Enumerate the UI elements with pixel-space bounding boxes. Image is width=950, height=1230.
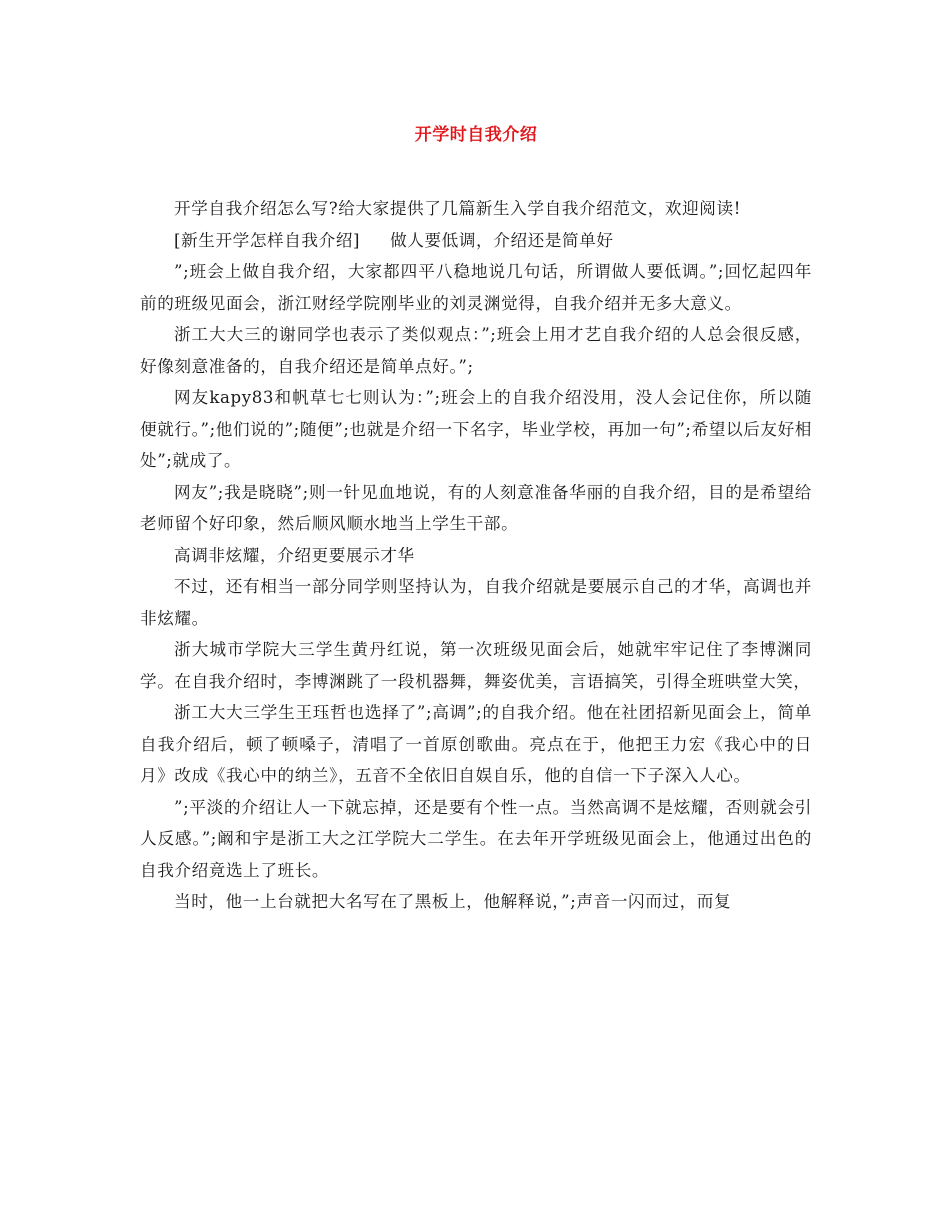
document-body (140, 193, 812, 918)
section-subheading: 做人要低调，介绍还是简单好 (390, 230, 614, 250)
paragraph-intro: 开学自我介绍怎么写?给大家提供了几篇新生入学自我介绍范文，欢迎阅读! (174, 199, 741, 218)
paragraph: 浙工大大三的谢同学也表示了类似观点：”;班会上用才艺自我介绍的人总会很反感，好像刻意准备的，自我介绍还是简单点好。”; (140, 325, 812, 376)
paragraph-subheading: 高调非炫耀，介绍更要展示才华 (174, 545, 415, 565)
paragraph: ”;班会上做自我介绍，大家都四平八稳地说几句话，所谓做人要低调。”;回忆起四年前的班级见面会，浙江财经学院刚毕业的刘灵渊觉得，自我介绍并无多大意义。 (140, 262, 812, 313)
section-label: [新生开学怎样自我介绍] (174, 230, 361, 250)
paragraph: ”;平淡的介绍让人一下就忘掉，还是要有个性一点。当然高调不是炫耀，否则就会引人反感。”;阚和宇是浙工大之江学院大二学生。在去年开学班级见面会上，他通过出色的自我介绍竟选上了班长。 (140, 797, 812, 880)
paragraph: 网友”;我是晓晓”;则一针见血地说，有的人刻意准备华丽的自我介绍，目的是希望给老师留个好印象，然后顺风顺水地当上学生干部。 (140, 482, 812, 533)
document-title: 开学时自我介绍 (414, 125, 538, 145)
paragraph: 浙工大大三学生王珏哲也选择了”;高调”;的自我介绍。他在社团招新见面会上，简单自我介绍后，顿了顿嗓子，清唱了一首原创歌曲。亮点在于，他把王力宏《我心中的日月》改成《我心中的纳兰》，五音不全依旧自娱自乐，他的自信一下子深入人心。 (140, 703, 812, 785)
paragraph: 不过，还有相当一部分同学则坚持认为，自我介绍就是要展示自己的才华，高调也并非炫耀。 (140, 577, 812, 628)
paragraph-section-heading (140, 225, 812, 257)
paragraph: 浙大城市学院大三学生黄丹红说，第一次班级见面会后，她就牢牢记住了李博渊同学。在自我介绍时，李博渊跳了一段机器舞，舞姿优美，言语搞笑，引得全班哄堂大笑， (140, 640, 812, 691)
paragraph: 网友kapy83和帆草七七则认为：”;班会上的自我介绍没用，没人会记住你，所以随便就行。”;他们说的”;随便”;也就是介绍一下名字，毕业学校，再加一句”;希望以后友好相处”;就成了。 (140, 388, 812, 470)
paragraph: 当时，他一上台就把大名写在了黑板上，他解释说，”;声音一闪而过，而复 (174, 892, 732, 911)
